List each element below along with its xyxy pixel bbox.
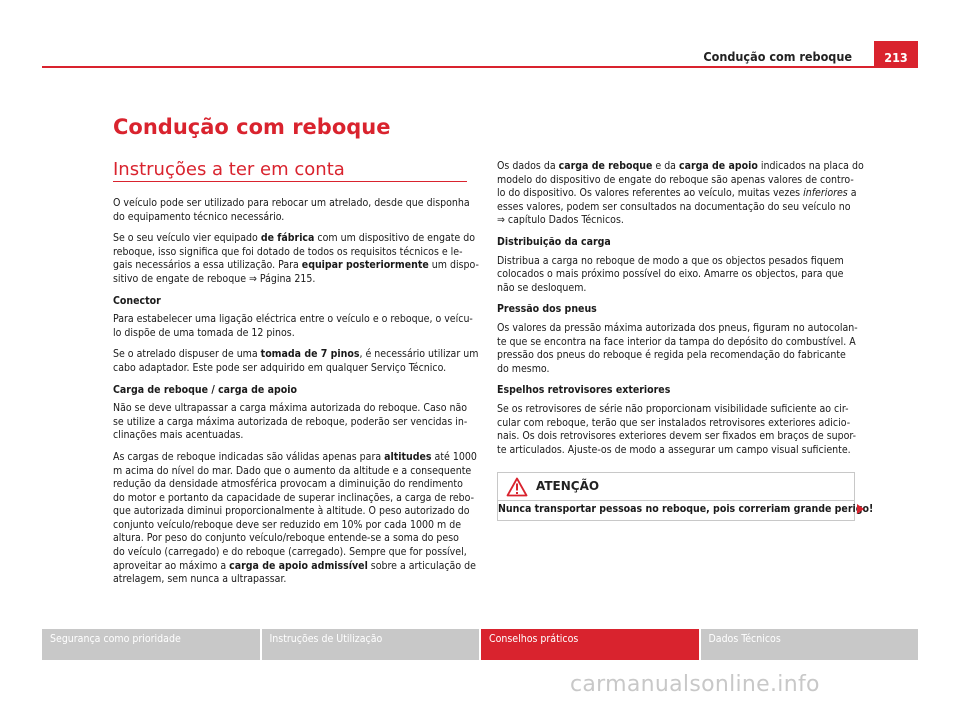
page-number: 213 bbox=[874, 41, 918, 68]
text-run: equipar posteriormente bbox=[301, 259, 429, 272]
text-run: gais necessários a essa utilização. Para bbox=[113, 259, 302, 272]
warning-text: Nunca transportar pessoas no reboque, pois correriam grande perigo! bbox=[498, 503, 874, 515]
warning-triangle-icon bbox=[506, 477, 528, 497]
subheading bbox=[113, 384, 468, 398]
text-run: do veículo (carregado) e do reboque (carregado). Sempre que for possível, bbox=[113, 546, 467, 559]
left-column bbox=[113, 197, 479, 595]
text-run: se utilize a carga máxima autorizada de reboque, poderão ser vencidas in- bbox=[113, 415, 468, 428]
text-run: não se desloquem. bbox=[497, 281, 587, 294]
text-run: Os dados da bbox=[497, 160, 559, 172]
text-run: aproveitar ao máximo a bbox=[113, 559, 230, 572]
text-run: do mesmo. bbox=[497, 362, 550, 375]
text-run: do motor e portanto da capacidade de superar inclinações, a carga de rebo- bbox=[113, 491, 475, 504]
text-run: altitudes bbox=[384, 450, 432, 463]
text-run: As cargas de reboque indicadas são válidas apenas para bbox=[113, 450, 385, 463]
text-run: e da bbox=[652, 160, 679, 172]
text-run: te articulados. Ajuste-os de modo a assegurar um campo visual suficiente. bbox=[497, 443, 851, 456]
text-run: Se o seu veículo vier equipado bbox=[113, 232, 261, 245]
text-run: redução da densidade atmosférica provocam a diminuição do rendimento bbox=[113, 478, 463, 491]
text-run: pressão dos pneus do reboque é regida pela recomendação do fabricante bbox=[497, 349, 846, 362]
continue-arrow-icon bbox=[857, 504, 864, 514]
text-run: até 1000 bbox=[431, 450, 477, 463]
footer-tab-dados[interactable]: Dados Técnicos bbox=[701, 629, 919, 660]
text-run: O veículo pode ser utilizado para rebocar um atrelado, desde que disponha bbox=[113, 197, 470, 209]
text-run: sitivo de engate de reboque ⇒ Página 215. bbox=[113, 272, 316, 285]
subheading bbox=[497, 236, 857, 250]
footer-tab-instrucoes[interactable]: Instruções de Utilização bbox=[262, 629, 480, 660]
paragraph bbox=[497, 322, 857, 376]
text-run: te que se encontra na face interior da tampa do depósito do combustível. A bbox=[497, 335, 856, 348]
warning-header bbox=[498, 473, 854, 501]
text-run: , é necessário utilizar um bbox=[359, 348, 479, 361]
warning-box bbox=[497, 472, 874, 521]
text-run: m acima do nível do mar. Dado que o aumento da altitude e a consequente bbox=[113, 464, 472, 477]
text-run: conjunto veículo/reboque deve ser reduzido em 10% por cada 1000 m de bbox=[113, 518, 462, 531]
section-title: Instruções a ter em conta bbox=[113, 159, 345, 180]
footer-tab-conselhos[interactable]: Conselhos práticos bbox=[481, 629, 699, 660]
text-run: Não se deve ultrapassar a carga máxima autorizada do reboque. Caso não bbox=[113, 402, 468, 415]
text-run: um dispo- bbox=[428, 259, 479, 272]
text-run: Pressão dos pneus bbox=[497, 303, 597, 316]
warning-title: ATENÇÃO bbox=[536, 479, 600, 493]
header-title: Condução com reboque bbox=[703, 49, 852, 64]
paragraph bbox=[113, 313, 473, 340]
text-run: nais. Os dois retrovisores exteriores devem ser fixados em braços de supor- bbox=[497, 430, 857, 443]
paragraph bbox=[113, 197, 468, 224]
header-rule bbox=[42, 66, 918, 68]
text-run: a bbox=[847, 187, 857, 200]
text-run: reboque, isso significa que foi dotado de todos os requisitos técnicos e le- bbox=[113, 245, 463, 258]
text-run: indicados na placa do bbox=[757, 160, 864, 172]
text-run: Os valores da pressão máxima autorizada dos pneus, figuram no autocolan- bbox=[497, 321, 858, 334]
text-run: carga de reboque bbox=[558, 160, 653, 172]
text-run: carga de apoio bbox=[678, 160, 758, 172]
text-run: de fábrica bbox=[260, 232, 315, 245]
text-run: do equipamento técnico necessário. bbox=[113, 210, 285, 223]
text-run: cabo adaptador. Este pode ser adquirido em qualquer Serviço Técnico. bbox=[113, 361, 447, 374]
right-column bbox=[497, 160, 864, 465]
subheading bbox=[497, 303, 857, 317]
text-run: lo do dispositivo. Os valores referentes ao veículo, muitas vezes bbox=[497, 187, 804, 200]
subheading bbox=[497, 384, 857, 398]
text-run: lo dispõe de uma tomada de 12 pinos. bbox=[113, 326, 295, 339]
text-run: sobre a articulação de bbox=[367, 559, 476, 572]
paragraph bbox=[497, 160, 864, 228]
text-run: Distribuição da carga bbox=[497, 235, 611, 248]
page-title: Condução com reboque bbox=[113, 115, 391, 139]
text-run: Carga de reboque / carga de apoio bbox=[113, 383, 297, 396]
paragraph bbox=[113, 348, 479, 375]
text-run: colocados o mais próximo possível do eixo. Amarre os objectos, para que bbox=[497, 268, 844, 281]
text-run: Distribua a carga no reboque de modo a que os objectos pesados fiquem bbox=[497, 254, 844, 267]
text-run: Conector bbox=[113, 294, 161, 307]
text-run: que autorizada diminui proporcionalmente à altitude. O peso autorizado do bbox=[113, 505, 470, 518]
text-run: clinações mais acentuadas. bbox=[113, 429, 244, 442]
text-run: inferiores bbox=[803, 187, 848, 200]
text-run: Espelhos retrovisores exteriores bbox=[497, 384, 671, 397]
section-rule bbox=[113, 181, 467, 182]
text-run: altura. Por peso do conjunto veículo/reboque entende-se a soma do peso bbox=[113, 532, 459, 545]
paragraph bbox=[497, 255, 857, 296]
text-run: atrelagem, sem nunca a ultrapassar. bbox=[113, 573, 287, 586]
paragraph bbox=[113, 450, 477, 587]
watermark: carmanualsonline.info bbox=[570, 672, 820, 697]
text-run: carga de apoio admissível bbox=[229, 559, 368, 572]
text-run: Para estabelecer uma ligação eléctrica entre o veículo e o reboque, o veícu- bbox=[113, 313, 473, 326]
text-run: esses valores, podem ser consultados na documentação do seu veículo no bbox=[497, 200, 851, 213]
paragraph bbox=[497, 403, 857, 457]
text-run: tomada de 7 pinos bbox=[260, 348, 360, 361]
text-run: Se o atrelado dispuser de uma bbox=[113, 348, 261, 361]
subheading bbox=[113, 295, 468, 309]
paragraph bbox=[113, 402, 468, 443]
text-run: com um dispositivo de engate do bbox=[314, 232, 476, 245]
text-run: cular com reboque, terão que ser instalados retrovisores exteriores adicio- bbox=[497, 416, 851, 429]
footer-nav bbox=[42, 629, 918, 660]
text-run: ⇒ capítulo Dados Técnicos. bbox=[497, 214, 624, 227]
text-run: modelo do dispositivo de engate do reboque são apenas valores de contro- bbox=[497, 173, 854, 186]
footer-tab-seguranca[interactable]: Segurança como prioridade bbox=[42, 629, 260, 660]
text-run: Se os retrovisores de série não proporcionam visibilidade suficiente ao cir- bbox=[497, 402, 849, 415]
paragraph bbox=[113, 232, 479, 286]
